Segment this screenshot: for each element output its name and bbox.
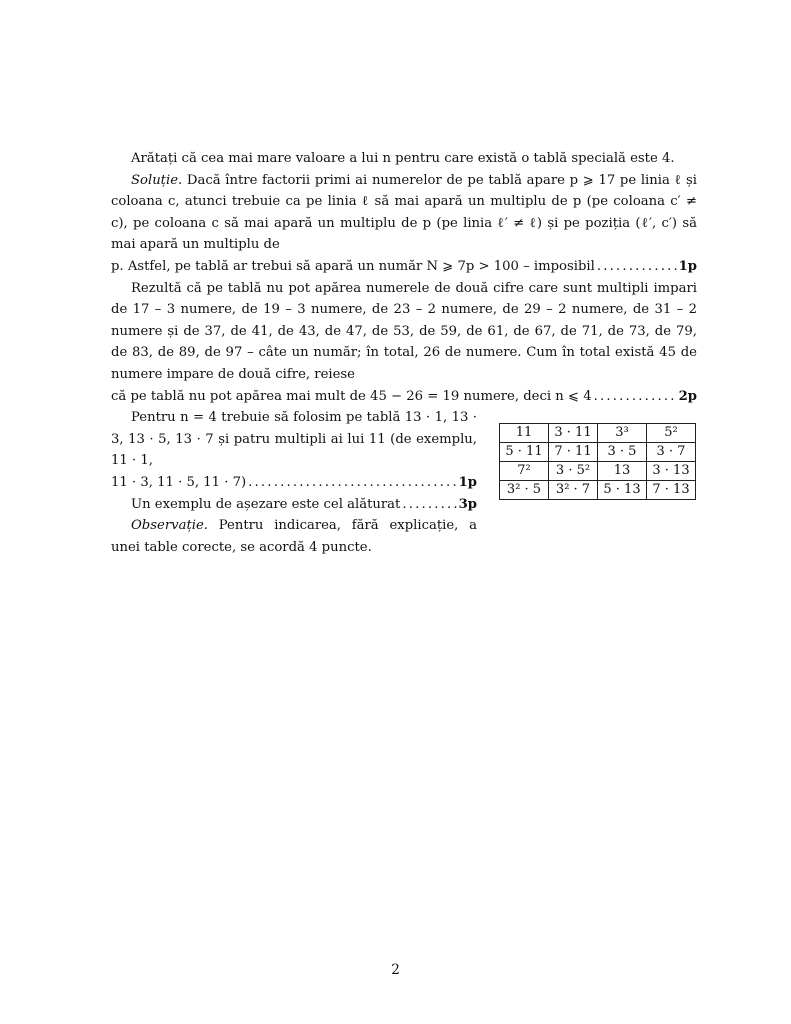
solution-paragraph-1-last-line — [111, 256, 697, 278]
points-3: 1p — [458, 474, 477, 490]
leader-dots — [402, 494, 456, 516]
table-cell: 7 · 13 — [647, 481, 696, 500]
table-cell: 3² · 7 — [549, 481, 598, 500]
table-row — [500, 481, 696, 500]
document-body — [111, 148, 697, 558]
solution-paragraph-1-end: p. Astfel, pe tablă ar trebui să apară un număr N ⩾ 7p > 100 – imposibil — [111, 258, 595, 274]
solution-paragraph-1 — [111, 170, 697, 256]
points-2: 2p — [678, 388, 697, 404]
table-cell: 13 — [598, 462, 647, 481]
solution-paragraph-1-text: Dacă între factorii primi ai numerelor de pe tablă apare p ⩾ 17 pe linia ℓ și coloana c, atunci trebuie ca pe linia ℓ să mai apară un multiplu de p (pe coloana c′ ≠ c), pe coloana c să mai apară un multiplu de p (pe linia ℓ′ ≠ ℓ) și pe poziția (ℓ′, c′) să mai apară un multiplu de — [111, 172, 697, 253]
table-row — [500, 462, 696, 481]
solution-paragraph-2: Rezultă că pe tablă nu pot apărea numerele de două cifre care sunt multipli impari de 17 – 3 numere, de 19 – 3 numere, de 23 – 2 numere, de 29 – 2 numere, de 31 – 2 numere și de 37, de 41, de 43, de 47, de 53, de 59, de 61, de 67, de 71, de 73, de 79, de 83, de 89, de 97 – câte un număr; în total, 26 de numere. Cum în total există 45 de numere impare de două cifre, reiese — [111, 280, 697, 382]
table-cell: 3 · 5 — [598, 443, 647, 462]
solution-paragraph-2-end: că pe tablă nu pot apărea mai mult de 45 − 26 = 19 numere, deci n ⩽ 4 — [111, 388, 592, 404]
table-cell: 5² — [647, 424, 696, 443]
table-cell: 7 · 11 — [549, 443, 598, 462]
observation-text: Pentru indicarea, fără explicație, a unei table corecte, se acordă 4 puncte. — [111, 518, 477, 555]
leader-dots — [248, 472, 456, 494]
table-cell: 5 · 13 — [598, 481, 647, 500]
solution-paragraph-2-last-line — [111, 386, 697, 408]
table-cell: 3² · 5 — [500, 481, 549, 500]
table-cell: 11 — [500, 424, 549, 443]
table-cell: 3 · 7 — [647, 443, 696, 462]
solution-label: Soluție. — [131, 172, 183, 188]
table-row — [500, 424, 696, 443]
observation-paragraph — [111, 515, 477, 558]
points-4: 3p — [458, 496, 477, 512]
solution-paragraph-3-last-line — [111, 472, 477, 494]
table-cell: 3³ — [598, 424, 647, 443]
leader-dots — [594, 386, 677, 408]
solution-paragraph-3: Pentru n = 4 trebuie să folosim pe tablă 13 · 1, 13 · 3, 13 · 5, 13 · 7 și patru multipli ai lui 11 (de exemplu, 11 · 1, — [111, 410, 477, 469]
table-cell: 3 · 5² — [549, 462, 598, 481]
page-number: 2 — [391, 962, 400, 978]
solution-paragraph-3-end: 11 · 3, 11 · 5, 11 · 7) — [111, 474, 247, 490]
leader-dots — [597, 256, 677, 278]
table-cell: 7² — [500, 462, 549, 481]
table-cell: 5 · 11 — [500, 443, 549, 462]
problem-statement: Arătați că cea mai mare valoare a lui n pentru care există o tablă specială este 4. — [131, 151, 675, 166]
example-section — [111, 407, 697, 558]
example-table — [499, 423, 696, 500]
table-cell: 3 · 13 — [647, 462, 696, 481]
table-row — [500, 443, 696, 462]
observation-label: Observație. — [131, 518, 208, 534]
solution-paragraph-4-text: Un exemplu de așezare este cel alăturat — [131, 496, 401, 512]
solution-paragraph-4 — [111, 494, 477, 516]
points-1: 1p — [678, 258, 697, 274]
table-cell: 3 · 11 — [549, 424, 598, 443]
example-text-column — [111, 407, 477, 558]
